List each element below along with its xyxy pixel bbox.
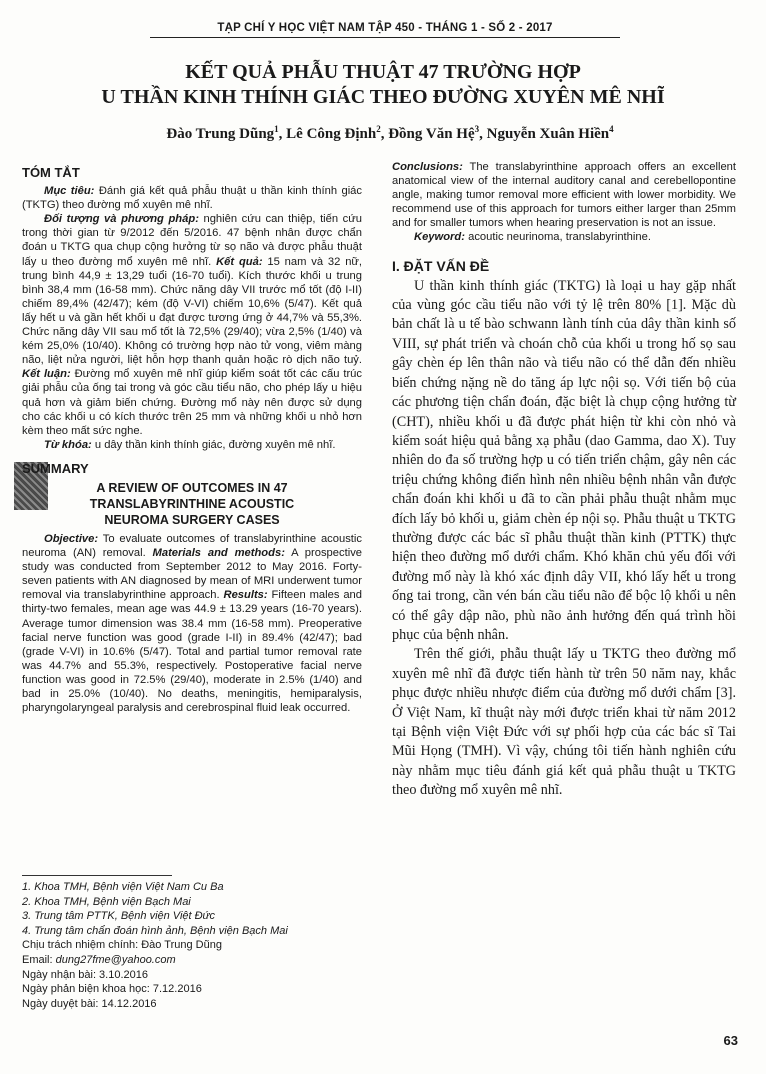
- text: Đường mổ xuyên mê nhĩ giúp kiểm soát tốt các cấu trúc giải phẫu của ống tai trong và góc cầu tiểu não, cho phép lấy u hiệu quả hơn và giảm biến chứng. Đường mổ này nên được sử dụng cho các khối u có kích thước trên 25 mm và những khối u nhỏ hơn kèm theo mất sức nghe.: [22, 368, 362, 437]
- text: acoutic neurinoma, translabyrinthine.: [464, 231, 651, 244]
- intro-paragraph-1: U thần kinh thính giác (TKTG) là loại u hay gặp nhất của vùng góc cầu tiểu não với tỷ lệ trên 80% [1]. Mặc dù bản chất là u tế bào schwann lành tính của dây thần kinh số VIII, sự phát triển và choán chỗ của khối u trong hố sọ sau gây chèn ép lên thân não và tiểu não có thể dẫn đến nhiều biến chứng nặng nề do tăng áp lực nội sọ. Với tiến bộ của các phương tiện chẩn đoán, đặc biệt là chụp cộng hưởng từ (CHT), nhiều khối u đã được phát hiện từ khi còn nhỏ và kiểm soát hiệu quả bằng xạ phẫu (dao Gamma, dao X). Tuy nhiên do đa số trường hợp u có tiến triển chậm, gây nên các triệu chứng không điển hình nên nhiều bệnh nhân vẫn được chẩn đoán khi khối u đã to cần phải phẫu thuật nhằm mục đích lấy bỏ khối u, giảm chèn ép nội sọ. Phẫu thuật u TKTG thường được các bác sĩ phẫu thuật thần kinh (PTTK) thực hiện theo đường mổ dưới chẩm. Khó khăn chủ yếu đối với đường mổ này là khó xác định dây VII, khó lấy hết u trong ống tai trong, cần vén bán cầu tiểu não để bộc lộ khối u nên có thể gây dập não, phù não ảnh hưởng đến quá trình hồi phục của bệnh nhân.: [392, 277, 736, 643]
- summary-vi-objective: [22, 184, 362, 212]
- article-title: [40, 60, 726, 110]
- email-line: [22, 953, 362, 968]
- label: Keyword:: [414, 231, 465, 244]
- affiliation: 2. Khoa TMH, Bệnh viện Bạch Mai: [22, 895, 191, 908]
- summary-vi-keywords: [22, 438, 362, 452]
- footnotes: [22, 875, 362, 1011]
- affiliation: 1. Khoa TMH, Bệnh viện Việt Nam Cu Ba: [22, 881, 224, 893]
- received-date: Ngày nhận bài: 3.10.2016: [22, 968, 148, 981]
- label: Materials and methods:: [152, 547, 285, 560]
- left-column: [22, 160, 362, 715]
- affiliation: 4. Trung tâm chẩn đoán hình ảnh, Bệnh viện Bạch Mai: [22, 924, 288, 937]
- affiliation: 3. Trung tâm PTTK, Bệnh viện Việt Đức: [22, 910, 216, 923]
- summary-en-title: [22, 480, 362, 528]
- summary-vi-methods: [22, 212, 362, 438]
- label: Conclusions:: [392, 161, 463, 173]
- label: Đối tượng và phương pháp:: [44, 213, 199, 226]
- en-title-line: NEUROMA SURGERY CASES: [104, 512, 280, 527]
- summary-en-keywords: [392, 230, 736, 244]
- text: Fifteen males and thirty-two females, mean age was 44.9 ± 13.29 years (16-70 years). Average tumor dimension was 38.4 mm (16-58 mm). Preoperative facial nerve function was good (grade I-II) in 89.4% (42/47); bad (grade V-VI) in 10.6% (5/47). Total and partial tumor removal rate was 44.7% and 55.3%, respectively. Postoperative facial nerve function was good in 72.5% (29/40), moderate in 2.5% (1/40) and bad in 25.0% (10/40). No deaths, meningitis, hemiparalysis, pharyngolaryngeal paralysis and cerebrospinal fluid leak occurred.: [22, 589, 362, 715]
- author-sup: 3: [474, 124, 480, 134]
- author-list: Đào Trung Dũng$^1$, Lê Công Định$^2$, Đồng Văn Hệ$^3$, Nguyễn Xuân Hiền$^4$: [166, 124, 614, 142]
- author-sup: 2: [376, 124, 381, 134]
- text: 15 nam và 32 nữ, trung bình 44,9 ± 13,29 tuổi (16-70 tuổi). Kích thước khối u trung bình 38,4 mm (16-58 mm). Chức năng dây VII trước mổ tốt (độ I-II) chiếm 89,4% (42/47); kém (độ V-VI) chiếm 10,6% (5/47). Kết quả lấy hết u và gần hết khối u đạt được tương ứng ở 44,7% và 55,3%. Chức năng dây VII sau mổ tốt là 72,5% (29/40); vừa 2,5% (1/40) và kém 25,0% (10/40). Không có trường hợp nào tử vong, viêm màng não, liệt nửa người, liệt hỗn hợp thanh quản hoặc rò dịch não tuỷ.: [22, 255, 363, 367]
- right-column: [392, 160, 736, 801]
- author-name: Đồng Văn Hệ: [388, 126, 475, 142]
- label: Objective:: [44, 532, 99, 545]
- footnote-rule: [22, 875, 172, 876]
- label: Mục tiêu:: [44, 185, 95, 198]
- en-title-line: TRANSLABYRINTHINE ACOUSTIC: [89, 496, 295, 511]
- summary-vi-heading: TÓM TẮT: [22, 165, 80, 180]
- text: A prospective study was conducted from September 2012 to May 2016. Forty-seven patients with AN diagnosed by mean of MRI underwent tumor removal via translabyrinthine approach.: [22, 547, 363, 602]
- summary-en-heading: SUMMARY: [22, 460, 89, 476]
- summary-en-block: [22, 532, 362, 715]
- summary-en-conclusion: [392, 160, 736, 230]
- page-number: 63: [723, 1033, 738, 1048]
- author-name: Đào Trung Dũng: [166, 126, 275, 142]
- text: To evaluate outcomes of translabyrinthine acoustic neuroma (AN) removal.: [22, 532, 362, 560]
- reviewed-date: Ngày phản biện khoa học: 7.12.2016: [22, 983, 202, 996]
- journal-header: TẠP CHÍ Y HỌC VIỆT NAM TẬP 450 - THÁNG 1 - SỐ 2 - 2017: [150, 22, 620, 38]
- label: Results:: [223, 589, 268, 602]
- label: Kết luận:: [22, 368, 71, 381]
- label: Từ khóa:: [44, 438, 92, 451]
- approved-date: Ngày duyệt bài: 14.12.2016: [22, 997, 157, 1010]
- intro-heading: I. ĐẶT VẤN ĐỀ: [392, 257, 490, 274]
- author-name: Lê Công Định: [286, 126, 377, 142]
- email-link[interactable]: dung27fme@yahoo.com: [55, 953, 176, 966]
- title-line-1: KẾT QUẢ PHẪU THUẬT 47 TRƯỜNG HỢP: [185, 61, 581, 83]
- author-sup: 1: [274, 124, 279, 134]
- label: Kết quả:: [216, 255, 263, 268]
- intro-paragraph-2: Trên thế giới, phẫu thuật lấy u TKTG theo đường mổ xuyên mê nhĩ đã được tiến hành từ trên 50 năm nay, khắc phục được nhiều nhược điểm của đường mổ dưới chẩm [3]. Ở Việt Nam, kĩ thuật này mới được triển khai từ năm 2012 tại Bệnh viện Việt Đức với sự phối hợp của các bác sĩ Tai Mũi Họng (TMH). Vì vậy, chúng tôi tiến hành nghiên cứu này nhằm mục tiêu đánh giá kết quả phẫu thuật u TKTG theo đường mổ xuyên mê nhĩ.: [392, 646, 736, 799]
- author-name: Nguyễn Xuân Hiền: [486, 126, 610, 142]
- responsible-author: Chịu trách nhiệm chính: Đào Trung Dũng: [22, 939, 222, 952]
- author-sup: 4: [609, 124, 614, 134]
- title-line-2: U THẦN KINH THÍNH GIÁC THEO ĐƯỜNG XUYÊN MÊ NHĨ: [101, 86, 665, 108]
- text: The translabyrinthine approach offers an excellent anatomical view of the internal auditory canal and cerebellopontine angle, making tumor removal more efficient with lower morbidity. We recommend use of this approach for tumors either larger than 25mm and for smaller tumors when hearing preservation is not an issue.: [392, 161, 736, 230]
- text: Đánh giá kết quả phẫu thuật u thần kinh thính giác (TKTG) theo đường mổ xuyên mê nhĩ.: [22, 185, 362, 212]
- email-label: Email:: [22, 953, 56, 966]
- text: u dây thần kinh thính giác, đường xuyên mê nhĩ.: [91, 438, 336, 451]
- text: nghiên cứu can thiệp, tiến cứu trong thời gian từ 9/2012 đến 5/2016. 47 bệnh nhân được chẩn đoán u TKTG qua chụp cộng hưởng từ sọ não và được phẫu thuật lấy u theo đường mổ xuyên mê nhĩ.: [22, 213, 362, 268]
- en-title-line: A REVIEW OF OUTCOMES IN 47: [96, 480, 288, 495]
